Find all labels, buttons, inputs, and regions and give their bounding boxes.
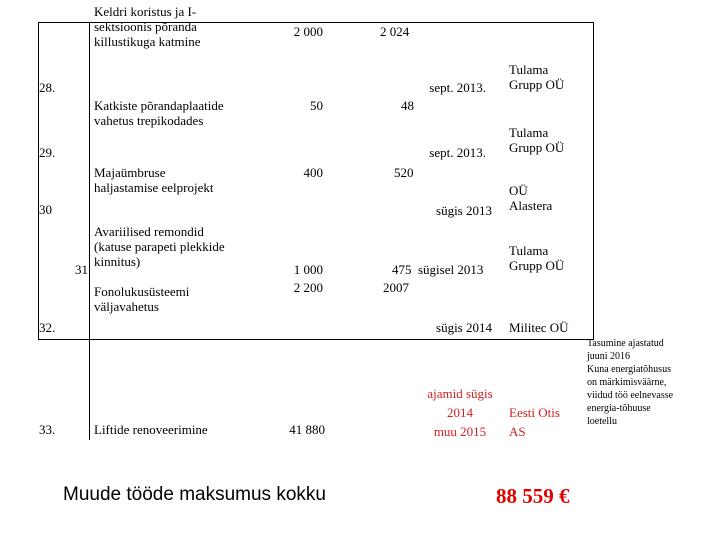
row-30-desc-line: Majaümbruse — [94, 165, 166, 180]
row-29-desc-line: Katkiste põrandaplaatide — [94, 98, 224, 113]
row-31-desc-line: (katuse parapeti plekkide — [94, 239, 225, 254]
row-30-time: sügis 2013 — [436, 203, 492, 218]
row-28-doer-line: Tulama — [509, 62, 549, 77]
row-32-desc-line: väljavahetus — [94, 299, 159, 314]
row-31-time: sügisel 2013 — [418, 262, 484, 277]
row-32-desc-line: Fonolukusüsteemi — [94, 284, 190, 299]
row-28-desc-line: killustikuga katmine — [94, 34, 201, 49]
row-31-doer-line: Grupp OÜ — [509, 258, 565, 273]
row-33-description: Liftide renoveerimine — [94, 422, 208, 437]
row-33-cost: 41 880 — [289, 422, 325, 437]
row-33-note-line: energia-tõhuuse — [587, 403, 651, 414]
row-33-note-line: Tasumine ajastatud — [587, 338, 664, 349]
row-28-doer — [509, 62, 564, 92]
row-33-note-line: viidud töö eelnevasse — [587, 390, 674, 401]
row-33-number: 33. — [39, 422, 56, 437]
row-31-desc-line: kinnitus) — [94, 254, 141, 269]
row-30-description — [94, 165, 213, 195]
row-33-time — [410, 384, 510, 441]
row-29-doer-line: Grupp OÜ — [509, 140, 565, 155]
row-32-total: 2007 — [383, 280, 409, 295]
row-33-note-line: on märkimisväärne, — [587, 377, 667, 388]
row-30-doer-line: OÜ — [509, 183, 528, 198]
row-29-cost: 50 — [310, 98, 323, 113]
row-28-total: 2 024 — [380, 24, 410, 39]
row-29-desc-line: vahetus trepikodades — [94, 113, 204, 128]
row-29-total: 48 — [401, 98, 414, 113]
row-32-cost: 2 200 — [293, 280, 323, 295]
row-29-doer-line: Tulama — [509, 125, 549, 140]
row-30-desc-line: haljastamise eelprojekt — [94, 180, 214, 195]
row-33-time-line: 2014 — [447, 405, 473, 420]
row-29-number: 29. — [39, 145, 56, 160]
row-32-time: sügis 2014 — [436, 320, 492, 335]
row-33-doer — [509, 403, 560, 441]
row-33-note-line: Kuna energiatõhusus — [587, 364, 671, 375]
row-33-doer-line: Eesti Otis — [509, 405, 560, 420]
row-28-description — [94, 4, 258, 49]
row-33-note-line: juuni 2016 — [587, 351, 631, 362]
row-30-doer-line: Alastera — [509, 198, 553, 213]
row-29-doer — [509, 125, 564, 155]
row-28-number: 28. — [39, 80, 56, 95]
row-31-doer-line: Tulama — [509, 243, 549, 258]
row-28-cost: 2 000 — [293, 24, 323, 39]
row-31-number: 31 — [75, 262, 88, 277]
row-33-doer-line: AS — [509, 424, 526, 439]
row-31-total: 475 — [392, 262, 412, 277]
row-33-time-line: ajamid sügis — [427, 386, 493, 401]
row-33-note-line: loetellu — [587, 416, 617, 427]
row-28-doer-line: Grupp OÜ — [509, 77, 565, 92]
row-33-note — [587, 337, 705, 428]
row-29-time: sept. 2013. — [429, 145, 486, 160]
col-divider — [89, 22, 90, 440]
row-32-description — [94, 284, 189, 314]
row-30-number: 30 — [39, 202, 52, 217]
row-30-cost: 400 — [303, 165, 323, 180]
row-31-doer — [509, 243, 564, 273]
row-29-description — [94, 98, 224, 128]
footer-total-value: 88 559 € — [496, 484, 570, 508]
footer-total-label: Muude tööde maksumus kokku — [63, 484, 326, 505]
row-28-desc-line: sektsioonis põranda — [94, 19, 197, 34]
row-28-desc-line: Keldri koristus ja I- — [94, 4, 197, 19]
row-30-total: 520 — [394, 165, 414, 180]
row-31-description — [94, 224, 225, 269]
row-31-desc-line: Avariilised remondid — [94, 224, 204, 239]
row-32-doer: Militec OÜ — [509, 320, 569, 335]
col-divider — [593, 22, 594, 340]
row-31-cost: 1 000 — [293, 262, 323, 277]
row-28-time: sept. 2013. — [429, 80, 486, 95]
row-33-time-line: muu 2015 — [433, 424, 487, 439]
row-32-number: 32. — [39, 320, 56, 335]
row-30-doer — [509, 183, 552, 213]
